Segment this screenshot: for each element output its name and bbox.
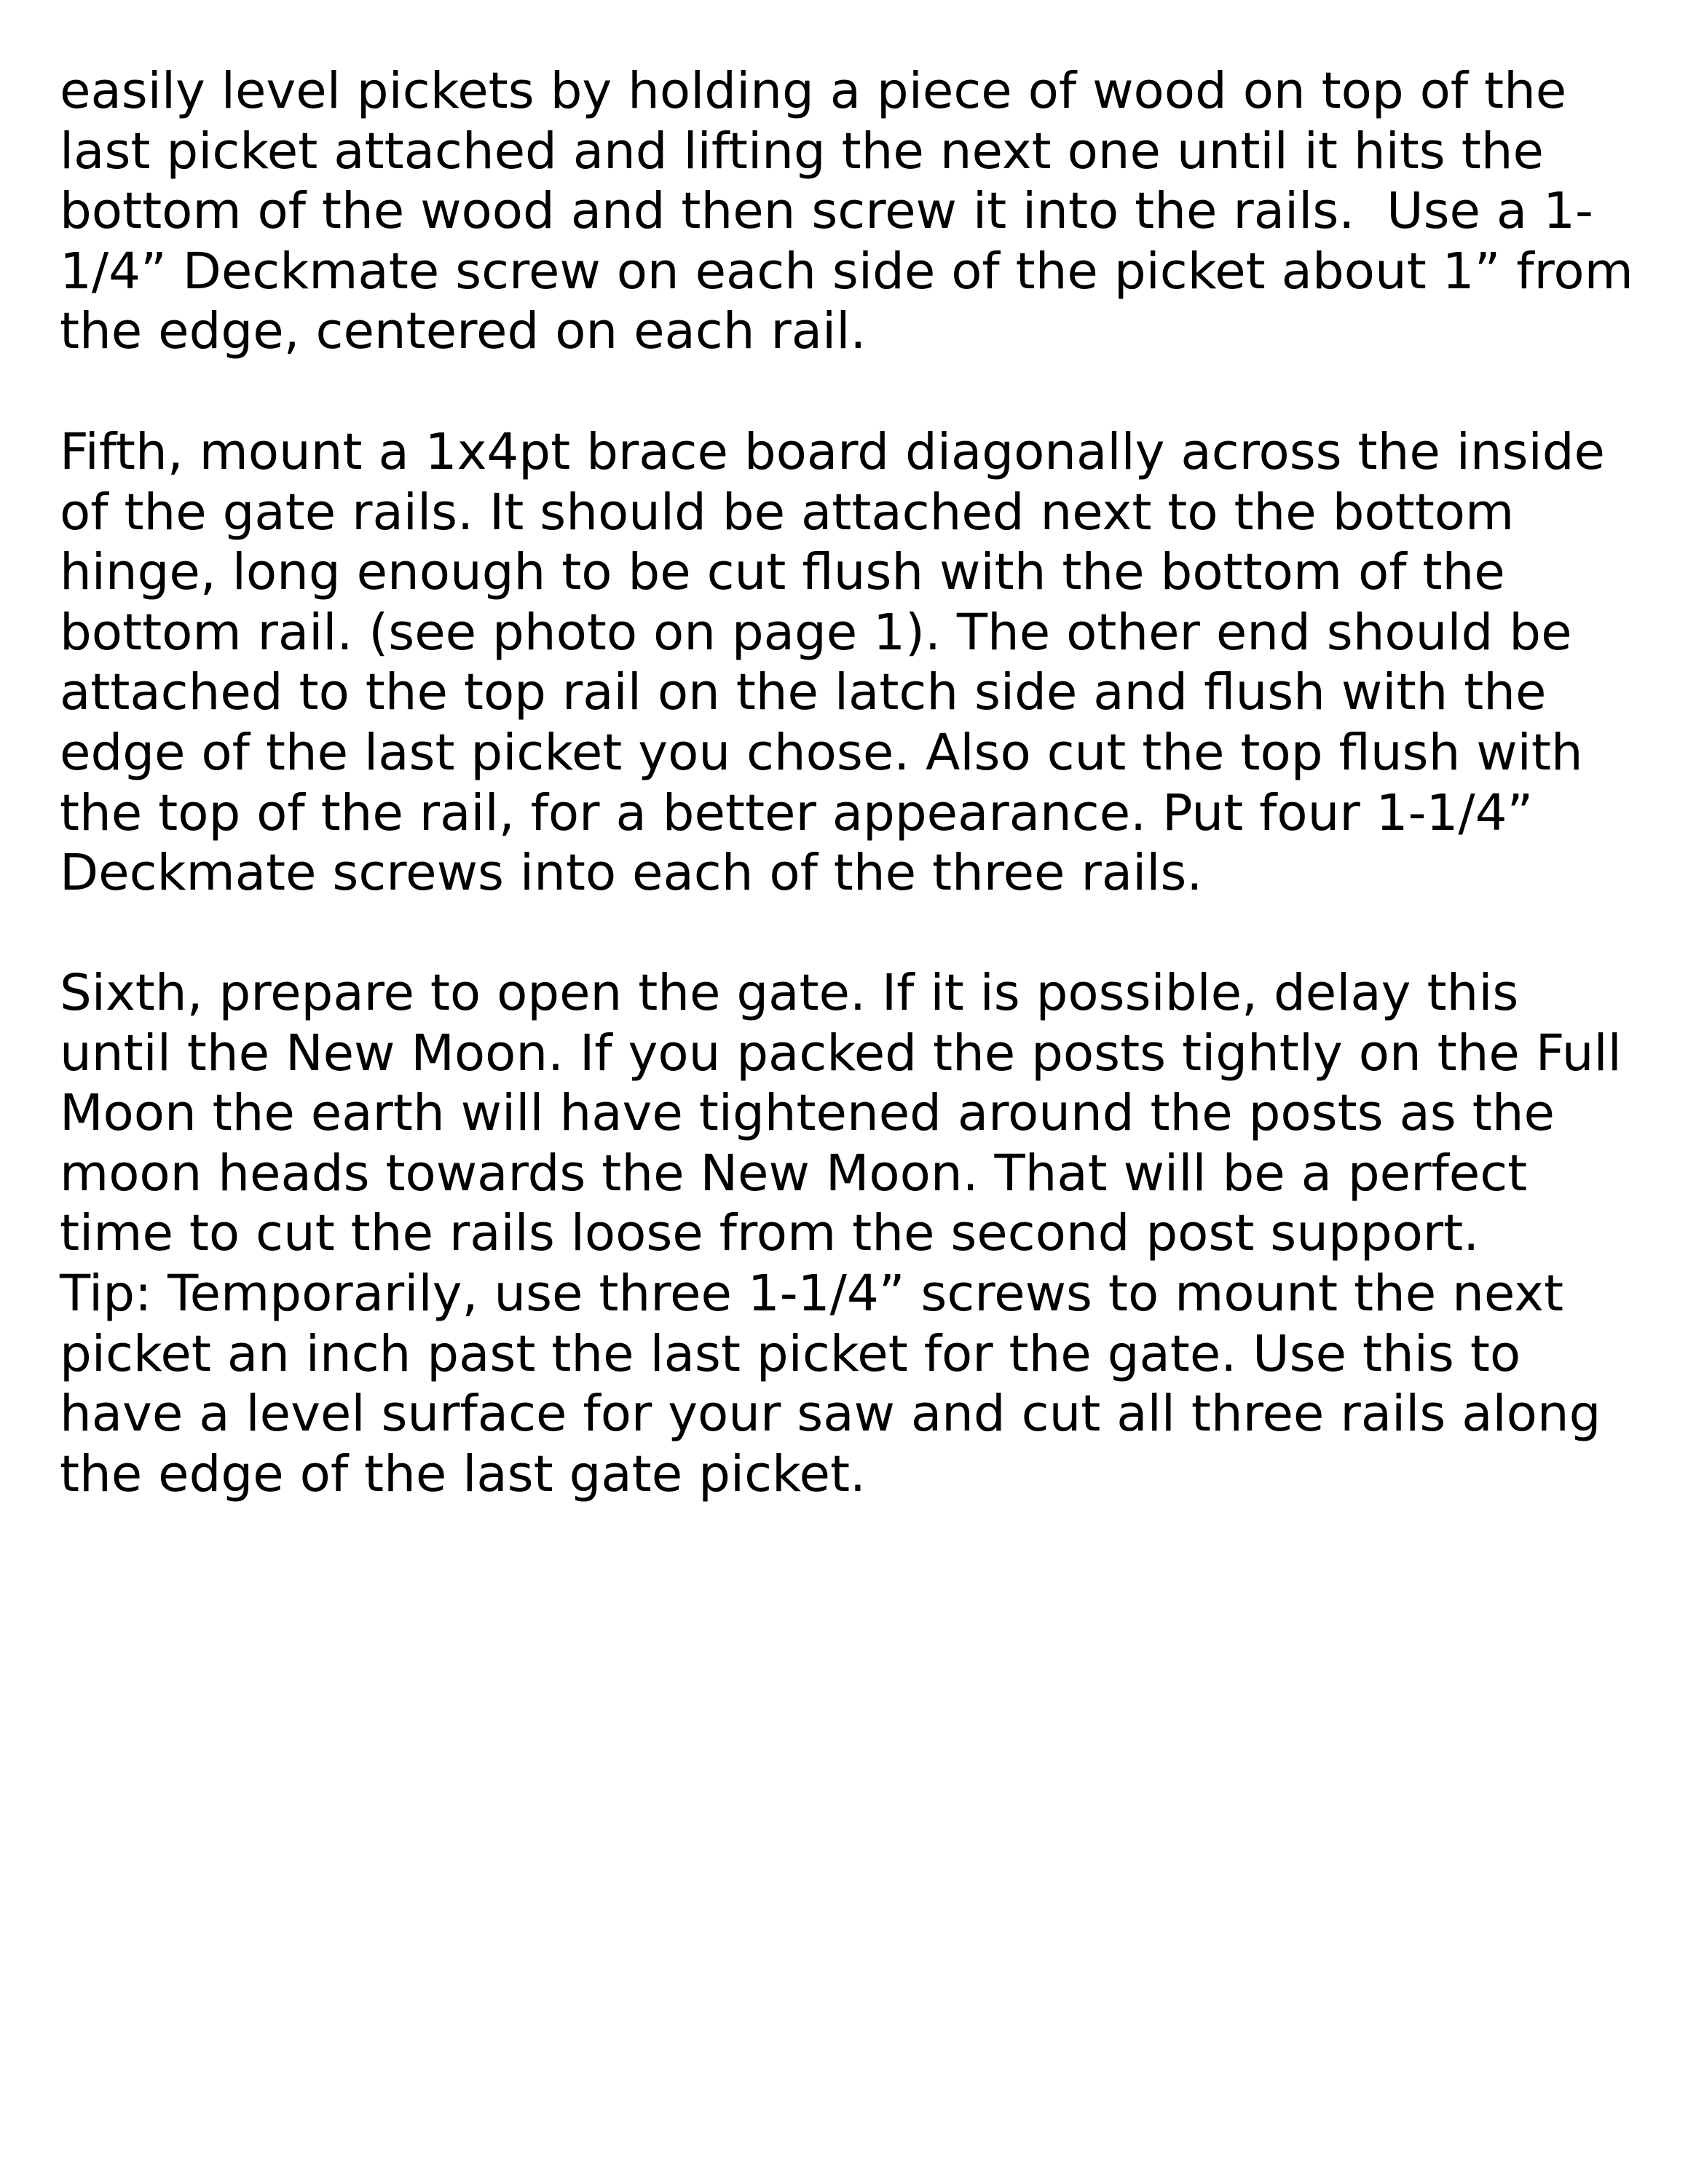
text-line: until the New Moon. If you packed the posts tightly on the Full bbox=[60, 1024, 1622, 1083]
text-line: edge of the last picket you chose. Also cut the top flush with bbox=[60, 723, 1583, 782]
text-line: Sixth, prepare to open the gate. If it is possible, delay this bbox=[60, 964, 1519, 1022]
text-line: bottom of the wood and then screw it into the rails. Use a 1- bbox=[60, 182, 1593, 241]
paragraph-picket-leveling bbox=[60, 61, 1662, 362]
text-line: time to cut the rails loose from the second post support. bbox=[60, 1204, 1480, 1263]
text-line: easily level pickets by holding a piece of wood on top of the bbox=[60, 62, 1567, 120]
text-line: the edge of the last gate picket. bbox=[60, 1444, 866, 1503]
text-line: bottom rail. (see photo on page 1). The other end should be bbox=[60, 603, 1572, 662]
paragraph-fifth-step bbox=[60, 422, 1662, 903]
text-line: 1/4” Deckmate screw on each side of the picket about 1” from bbox=[60, 242, 1633, 301]
text-line: attached to the top rail on the latch side and flush with the bbox=[60, 663, 1547, 722]
text-line: last picket attached and lifting the next one until it hits the bbox=[60, 122, 1544, 181]
text-line: Deckmate screws into each of the three rails. bbox=[60, 844, 1203, 903]
text-line: of the gate rails. It should be attached next to the bottom bbox=[60, 483, 1515, 542]
text-line: the edge, centered on each rail. bbox=[60, 302, 867, 361]
text-line: Tip: Temporarily, use three 1-1/4” screws to mount the next bbox=[60, 1264, 1564, 1323]
text-line: have a level surface for your saw and cut all three rails along bbox=[60, 1385, 1601, 1444]
paragraph-sixth-step bbox=[60, 963, 1662, 1504]
text-line: hinge, long enough to be cut flush with the bottom of the bbox=[60, 543, 1505, 602]
text-line: the top of the rail, for a better appearance. Put four 1-1/4” bbox=[60, 783, 1534, 842]
text-line: Fifth, mount a 1x4pt brace board diagonally across the inside bbox=[60, 423, 1605, 481]
text-line: moon heads towards the New Moon. That will be a perfect bbox=[60, 1144, 1528, 1203]
text-line: picket an inch past the last picket for the gate. Use this to bbox=[60, 1324, 1521, 1383]
text-line: Moon the earth will have tightened around the posts as the bbox=[60, 1084, 1555, 1143]
